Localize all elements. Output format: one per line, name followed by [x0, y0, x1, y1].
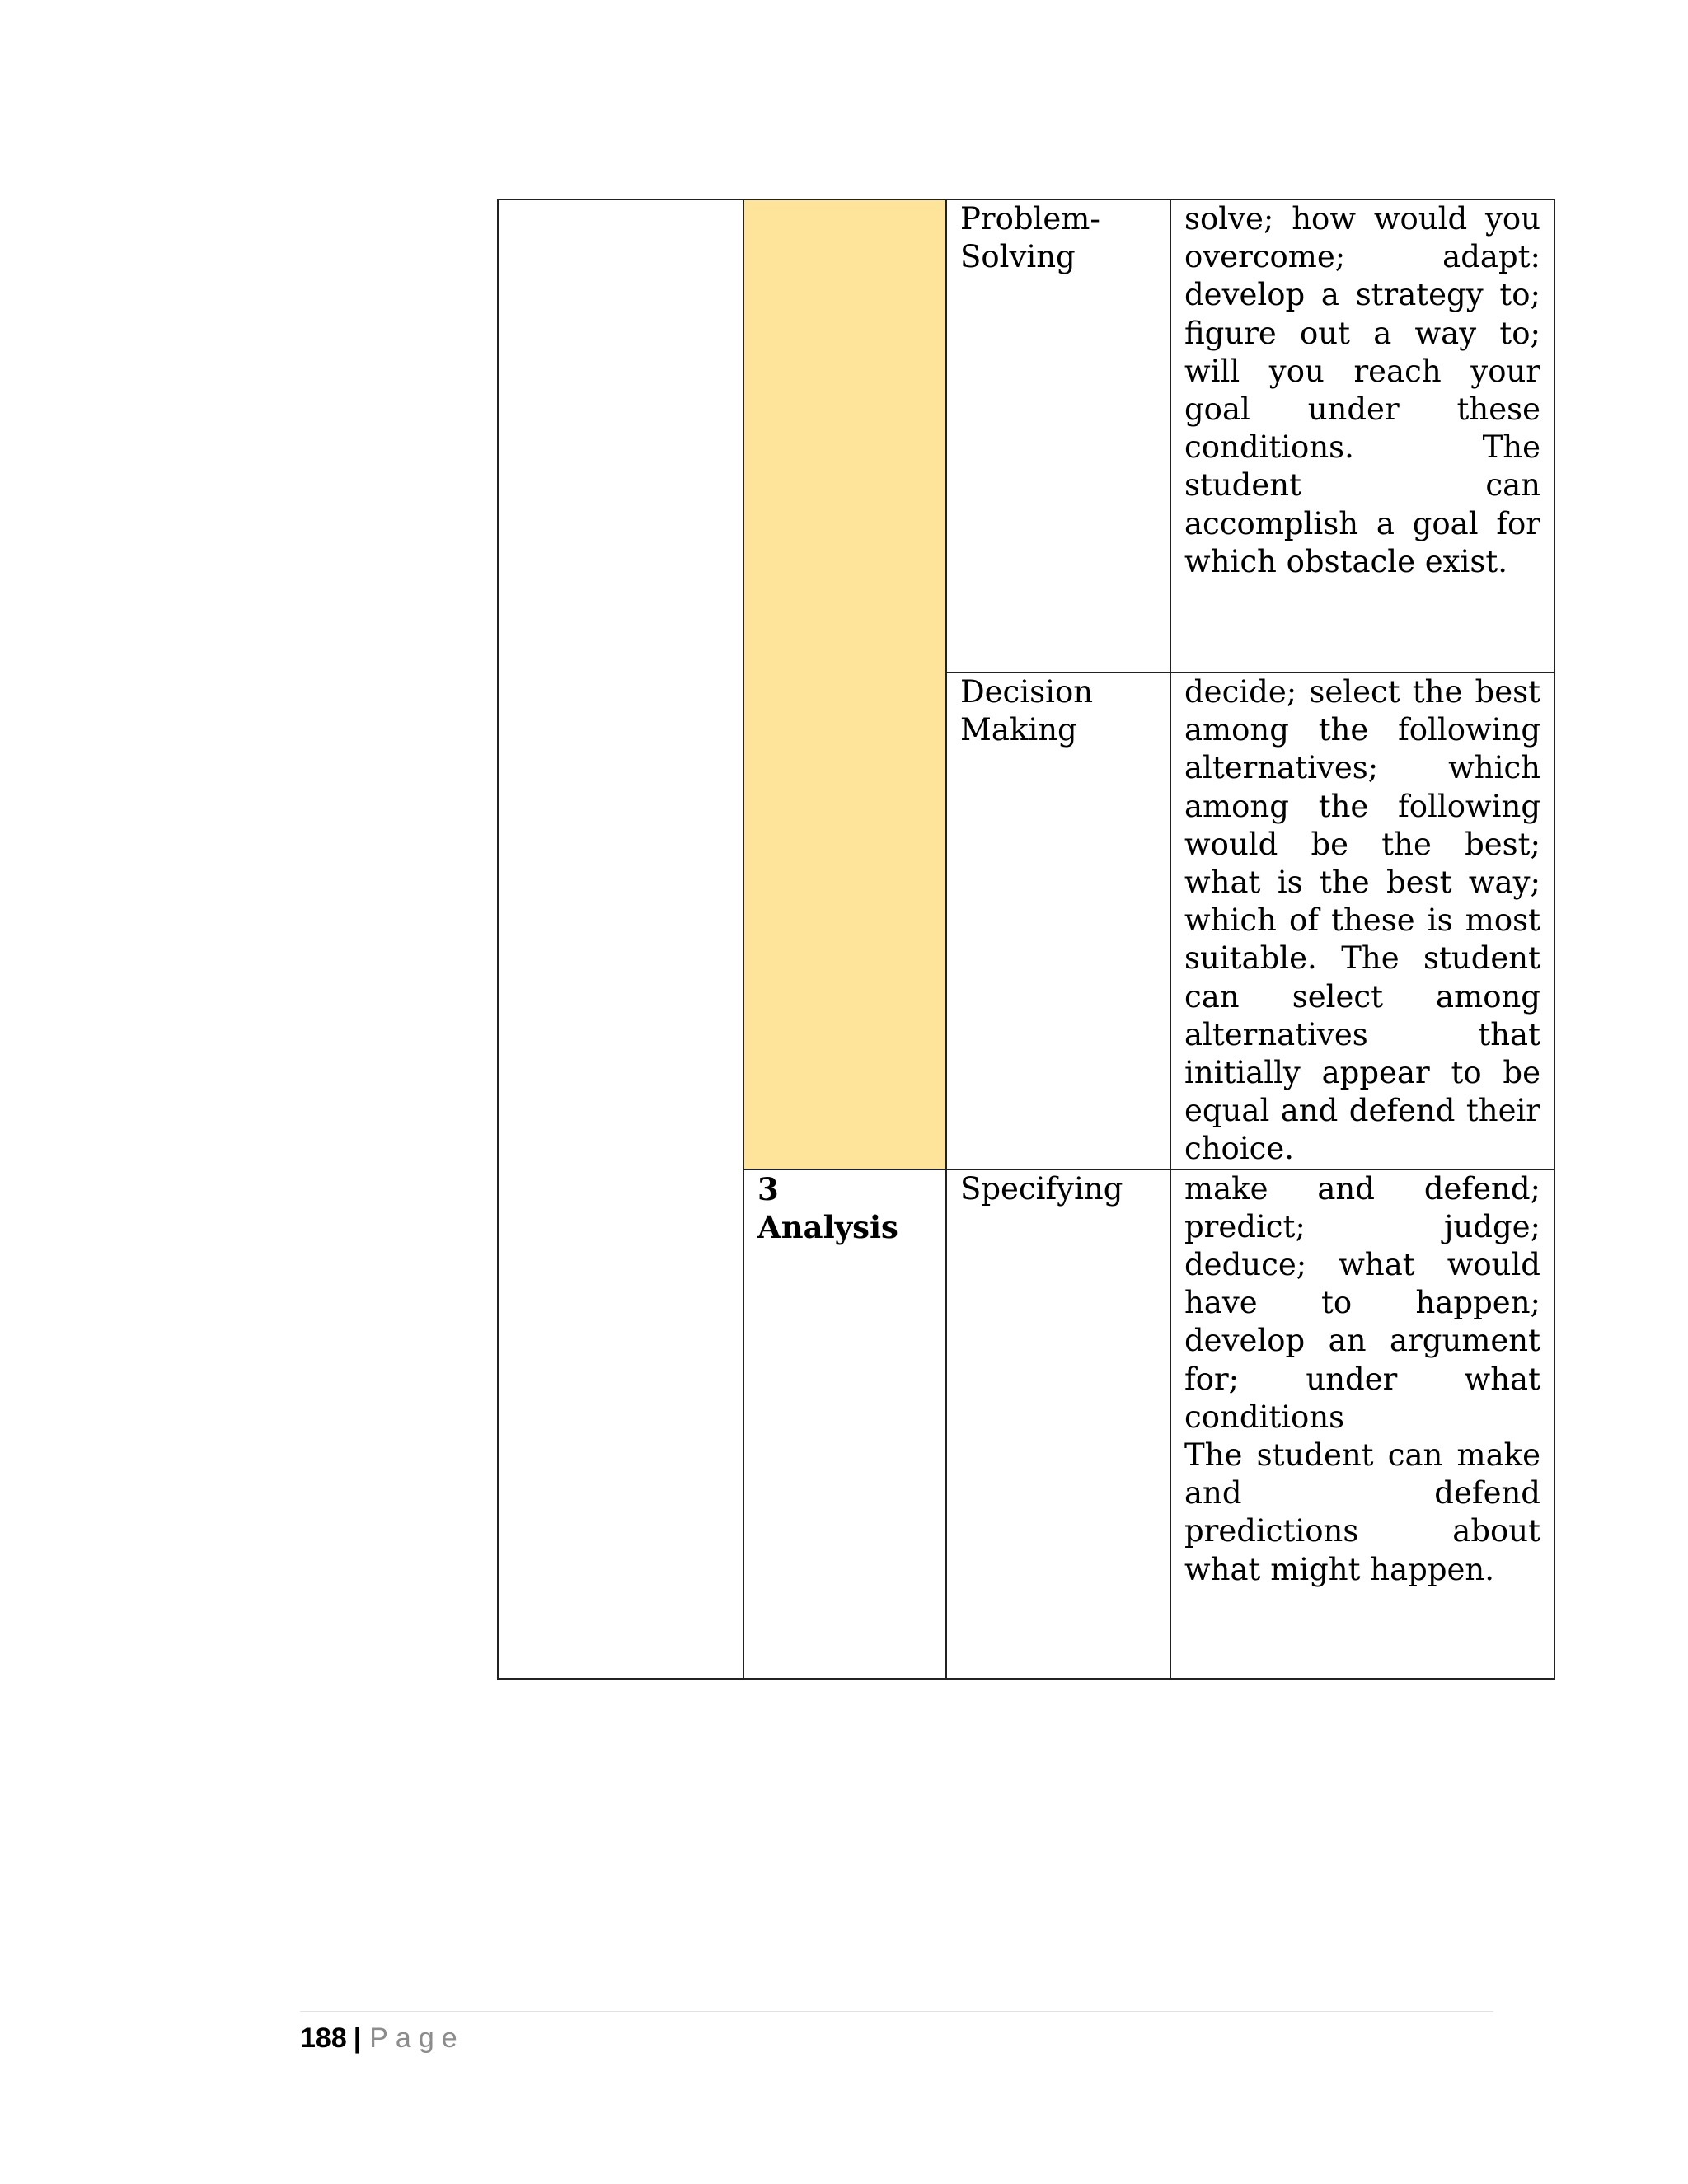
- subprocess-label: Specifying: [960, 1170, 1123, 1207]
- footer-separator: |: [353, 2022, 362, 2054]
- page-word: Page: [369, 2022, 465, 2054]
- description-text: solve; how would you overcome; adapt: develop a strategy to; figure out a way to; will you reach your goal under these conditions. The student can accomplish a goal for which obstacle exist.: [1184, 201, 1540, 579]
- subprocess-cell: [946, 1169, 1170, 1679]
- page-number: 188: [300, 2022, 347, 2054]
- level-cell-shaded: [743, 199, 946, 1169]
- description-text: decide; select the best among the following alternatives; which among the following would be the best; what is the best way; which of these is most suitable. The student can select among alternatives that initially appear to be equal and defend their choice.: [1184, 674, 1540, 1167]
- description-cell: [1170, 199, 1554, 673]
- level-number: 3: [757, 1170, 779, 1207]
- taxonomy-table: [497, 199, 1555, 1680]
- level-cell: [743, 1169, 946, 1679]
- page-footer: [300, 2011, 1493, 2055]
- description-text: make and defend; predict; judge; deduce; what would have to happen; develop an argument for; under what conditions: [1184, 1170, 1540, 1435]
- level-name: Analysis: [757, 1208, 898, 1245]
- category-cell: [498, 199, 743, 1679]
- subprocess-label: Decision Making: [960, 674, 1094, 748]
- description-cell: [1170, 1169, 1554, 1679]
- subprocess-cell: [946, 199, 1170, 673]
- description-text: The student can make and defend predictions about what might happen.: [1184, 1437, 1540, 1587]
- description-cell: [1170, 673, 1554, 1169]
- subprocess-label: Problem-Solving: [960, 201, 1100, 275]
- table-row: [498, 199, 1554, 673]
- subprocess-cell: [946, 673, 1170, 1169]
